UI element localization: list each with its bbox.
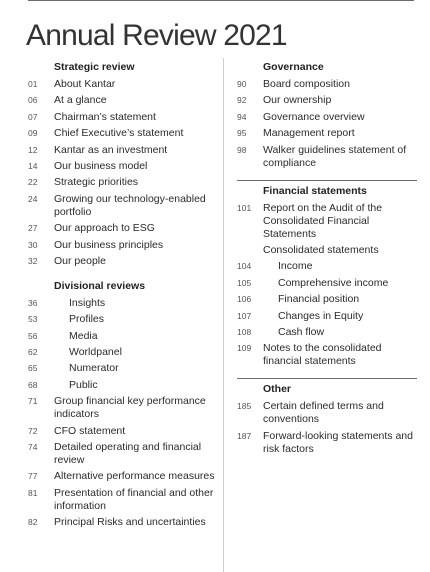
spacer [237,368,417,378]
toc-entry[interactable] [28,362,218,375]
entry-label: Group financial key performance indicators [54,395,206,421]
toc-entry[interactable] [28,193,218,219]
entry-label: Chairman’s statement [54,110,156,123]
toc-entry[interactable] [28,176,218,189]
section-financial-statements [237,180,417,369]
section-governance [237,59,417,170]
page-number: 72 [28,425,38,436]
entry-label: Media [69,329,98,342]
entry-label: Our ownership [263,94,332,107]
entry-label: Consolidated statements [263,243,379,256]
page-number: 105 [237,277,252,288]
toc-entry[interactable] [237,127,417,140]
page-number: 12 [28,144,38,155]
right-column [237,59,417,456]
column-divider [223,58,224,572]
entry-label: Profiles [69,313,105,326]
section-other [237,378,417,455]
page-number: 92 [237,95,247,106]
toc-entry[interactable] [28,160,218,173]
entry-label: Public [69,378,98,391]
page-number: 09 [28,128,38,139]
entry-label: Forward-looking statements and risk factors [263,429,413,455]
page-number: 68 [28,379,38,390]
page-number: 30 [28,239,38,250]
toc-entry[interactable] [28,425,218,438]
entry-label: Principal Risks and uncertainties [54,516,206,529]
entry-label: Notes to the consolidated financial statements [263,342,382,368]
page-number: 74 [28,442,38,453]
entry-label: Chief Executive’s statement [54,127,184,140]
entry-label: Numerator [69,362,119,375]
entry-label: Our people [54,254,106,267]
toc-entry[interactable] [28,346,218,359]
toc-entry[interactable] [28,78,218,91]
entry-label: Our business principles [54,238,164,251]
page-number: 71 [28,396,38,407]
toc-entry[interactable] [237,78,417,91]
page-number: 36 [28,297,38,308]
entry-label: Insights [69,296,106,309]
toc-entry[interactable] [237,293,417,306]
toc-entry[interactable] [28,395,218,421]
toc-entry[interactable] [28,441,218,467]
page-number: 24 [28,193,38,204]
page-number: 01 [28,79,38,89]
page-number: 90 [237,79,247,89]
page-number: 56 [28,330,38,341]
spacer [237,170,417,180]
page-number: 14 [28,160,38,171]
toc-entry[interactable] [237,94,417,107]
page-number: 07 [28,111,38,122]
toc-entry[interactable] [28,239,218,252]
top-rule [28,0,414,1]
toc-entry[interactable] [237,144,417,170]
page-number: 62 [28,347,38,358]
toc-entry[interactable] [28,297,218,310]
entry-label: Our approach to ESG [54,222,155,235]
toc-entry[interactable] [28,94,218,107]
entry-label: Board composition [263,78,350,90]
toc-entry[interactable] [28,127,218,140]
entry-label: Presentation of financial and other information [54,486,214,512]
page-number: 22 [28,177,38,188]
section-heading: Divisional reviews [54,279,146,292]
page-number: 106 [237,294,252,305]
entry-label: Alternative performance measures [54,470,215,483]
entry-label: Financial position [278,293,360,306]
toc-entry[interactable] [237,244,417,257]
entry-label: Changes in Equity [278,309,364,322]
toc-entry[interactable] [28,222,218,235]
section-divisional-reviews [28,278,218,529]
toc-entry[interactable] [237,277,417,290]
entry-label: Our business model [54,159,148,172]
entry-label: Management report [263,127,355,140]
toc-entry[interactable] [237,430,417,456]
entry-label: Report on the Audit of the Consolidated Financial Statements [263,201,383,240]
page-number: 65 [28,363,38,374]
left-column [28,59,218,529]
toc-entry[interactable] [28,379,218,392]
page-number: 101 [237,202,252,213]
section-heading: Financial statements [237,180,417,198]
toc-entry[interactable] [28,144,218,157]
page-number: 82 [28,517,38,528]
toc-entry[interactable] [237,310,417,323]
toc-entry[interactable] [237,342,417,368]
page-number: 77 [28,471,38,482]
toc-entry[interactable] [28,330,218,343]
page-number: 94 [237,111,247,122]
toc-entry[interactable] [28,313,218,326]
page-number: 104 [237,261,252,272]
toc-entry[interactable] [237,111,417,124]
page-number: 81 [28,487,38,498]
toc-entry[interactable] [28,516,218,529]
section-strategic-review [28,59,218,268]
entry-label: Kantar as an investment [54,143,168,156]
page-number: 53 [28,314,38,325]
page-number: 95 [237,128,247,139]
entry-label: Certain defined terms and conventions [263,400,384,426]
toc-entry[interactable] [237,260,417,273]
entry-label: Income [278,260,313,273]
section-heading: Governance [263,61,324,73]
page-number: 98 [237,144,247,155]
entry-label: Governance overview [263,110,365,123]
entry-label: Strategic priorities [54,176,139,189]
toc-entry[interactable] [237,326,417,339]
page-number: 109 [237,343,252,354]
toc-entry[interactable] [28,255,218,268]
toc-entry[interactable] [28,487,218,513]
entry-label: Walker guidelines statement of compliance [263,143,407,169]
page-title: Annual Review 2021 [26,19,287,52]
entry-label: Detailed operating and financial review [54,441,202,467]
page-number: 185 [237,401,252,412]
toc-entry[interactable] [237,202,417,241]
entry-label: At a glance [54,94,107,107]
section-heading: Strategic review [54,61,135,73]
toc-entry[interactable] [28,111,218,124]
toc-entry[interactable] [237,400,417,426]
entry-label: Comprehensive income [278,276,389,289]
page-number: 32 [28,255,38,266]
entry-label: Growing our technology-enabled portfolio [54,192,206,218]
spacer [28,268,218,278]
entry-label: Worldpanel [69,346,122,359]
toc-entry[interactable] [28,470,218,483]
page-number: 108 [237,326,252,337]
page-number: 107 [237,310,252,321]
page-number: 187 [237,430,252,441]
page-number: 06 [28,95,38,106]
page-number [237,244,263,257]
section-heading: Other [237,378,417,396]
entry-label: Cash flow [278,325,325,338]
entry-label: CFO statement [54,424,126,437]
entry-label: About Kantar [54,78,116,90]
page-number: 27 [28,223,38,234]
